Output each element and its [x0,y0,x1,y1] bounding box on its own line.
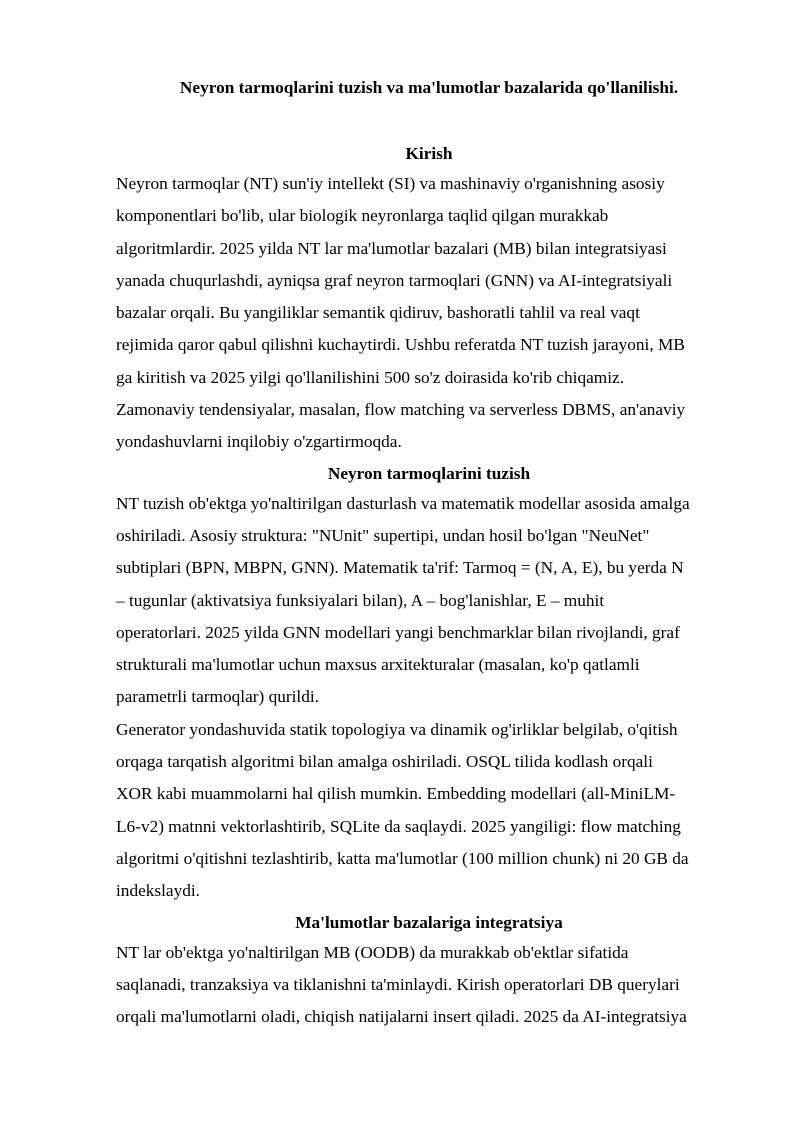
text-line: indekslaydi. [116,881,200,901]
text-line: yanada chuqurlashdi, ayniqsa graf neyron tarmoqlari (GNN) va AI-integratsiyali [116,270,673,290]
section-heading: Neyron tarmoqlarini tuzish [327,463,531,483]
text-line: NT lar ob'ektga yo'naltirilgan MB (OODB) da murakkab ob'ektlar sifatida [116,942,629,962]
text-line: L6-v2) matnni vektorlashtirib, SQLite da saqlaydi. 2025 yangiligi: flow matching [116,816,681,836]
text-line: komponentlari bo'lib, ular biologik neyronlarga taqlid qilgan murakkab [116,206,609,226]
text-line: XOR kabi muammolarni hal qilish mumkin. Embedding modellari (all-MiniLM- [116,784,676,804]
text-line: oshiriladi. Asosiy struktura: "NUnit" supertipi, undan hosil bo'lgan "NeuNet" [116,525,650,545]
text-line: ga kiritish va 2025 yilgi qo'llanilishini 500 so'z doirasida ko'rib chiqamiz. [116,367,625,387]
text-line: bazalar orqali. Bu yangiliklar semantik qidiruv, bashoratli tahlil va real vaqt [116,303,640,323]
document-body [116,139,742,1033]
text-line: – tugunlar (aktivatsiya funksiyalari bilan), A – bog'lanishlar, E – muhit [116,590,605,610]
text-line: Zamonaviy tendensiyalar, masalan, flow matching va serverless DBMS, an'anaviy [116,400,686,420]
text-line: rejimida qaror qabul qilishni kuchaytirdi. Ushbu referatda NT tuzish jarayoni, MB [116,335,685,355]
text-line: orqaga tarqatish algoritmi bilan amalga oshiriladi. OSQL tilida kodlash orqali [116,752,653,772]
text-line: orqali ma'lumotlarni oladi, chiqish natijalarni insert qiladi. 2025 da AI-integratsiya [116,1007,687,1027]
text-line: saqlanadi, tranzaksiya va tiklanishni ta'minlaydi. Kirish operatorlari DB querylari [116,974,680,994]
section-building-networks [116,459,742,908]
text-line: parametrli tarmoqlar) qurildi. [116,687,319,707]
text-line: operatorlari. 2025 yilda GNN modellari yangi benchmarklar bilan rivojlandi, graf [116,622,680,642]
text-line: yondashuvlarni inqilobiy o'zgartirmoqda. [116,432,402,452]
document-title: Neyron tarmoqlarini tuzish va ma'lumotlar bazalarida qo'llanilishi. [179,78,679,97]
section-heading: Ma'lumotlar bazalariga integratsiya [295,912,563,932]
section-heading: Kirish [405,144,453,163]
text-line: NT tuzish ob'ektga yo'naltirilgan dasturlash va matematik modellar asosida amalga [116,493,690,513]
text-line: subtiplari (BPN, MBPN, GNN). Matematik ta'rif: Tarmoq = (N, A, E), bu yerda N [116,558,684,578]
text-line: algoritmi o'qitishni tezlashtirib, katta ma'lumotlar (100 million chunk) ni 20 GB da [116,848,689,868]
text-line: strukturali ma'lumotlar uchun maxsus arxitekturalar (masalan, ko'p qatlamli [116,655,640,675]
section-database-integration [116,908,742,1034]
text-line: algoritmlardir. 2025 yilda NT lar ma'lumotlar bazalari (MB) bilan integratsiyasi [116,238,667,258]
text-line: Generator yondashuvida statik topologiya va dinamik og'irliklar belgilab, o'qitish [116,719,678,739]
section-introduction [116,139,742,459]
text-line: Neyron tarmoqlar (NT) sun'iy intellekt (SI) va mashinaviy o'rganishning asosiy [116,174,665,193]
